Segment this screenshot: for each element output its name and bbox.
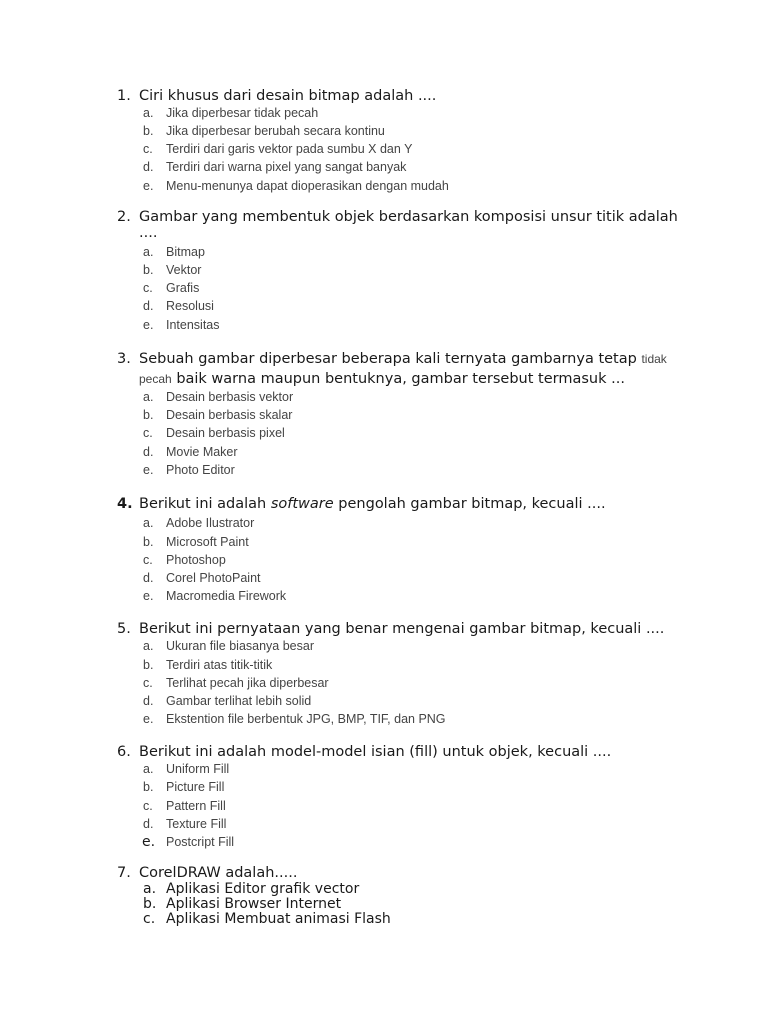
option-text: Aplikasi Browser Internet <box>166 896 342 912</box>
option-text: Desain berbasis skalar <box>166 408 293 422</box>
question-text-after: pengolah gambar bitmap, kecuali .... <box>333 496 606 512</box>
option-text: Vektor <box>166 263 202 277</box>
option-text: Desain berbasis vektor <box>166 390 294 404</box>
question-number: 6. <box>117 744 131 760</box>
option-letter: e. <box>143 589 154 603</box>
question-number: 1. <box>117 88 131 104</box>
option-letter: a. <box>143 881 157 897</box>
option-letter: a. <box>143 106 154 120</box>
option-text: Aplikasi Membuat animasi Flash <box>166 911 391 927</box>
option-text: Jika diperbesar tidak pecah <box>166 106 319 120</box>
question-text: Ciri khusus dari desain bitmap adalah .... <box>139 88 437 104</box>
option-text: Terlihat pecah jika diperbesar <box>166 676 329 690</box>
option-text: Terdiri dari warna pixel yang sangat banyak <box>166 160 407 174</box>
option-letter: d. <box>143 445 154 459</box>
option-letter: d. <box>143 299 154 313</box>
question-text <box>139 495 606 513</box>
option-text: Aplikasi Editor grafik vector <box>166 881 360 897</box>
option-text: Postcript Fill <box>166 835 235 849</box>
question-text-small: pecah <box>139 372 172 386</box>
option-letter: b. <box>143 535 154 549</box>
option-letter: a. <box>143 516 154 530</box>
option-letter: e. <box>142 834 156 850</box>
option-text: Terdiri atas titik-titik <box>166 658 273 672</box>
option-letter: c. <box>143 676 153 690</box>
question-text: Berikut ini pernyataan yang benar mengenai gambar bitmap, kecuali .... <box>139 621 665 637</box>
question-text-main: baik warna maupun bentuknya, gambar tersebut termasuk ... <box>176 371 625 387</box>
option-text: Bitmap <box>166 245 205 259</box>
option-letter: c. <box>143 426 153 440</box>
option-text: Texture Fill <box>166 817 227 831</box>
option-letter: e. <box>143 179 154 193</box>
question-text-italic: software <box>270 496 334 512</box>
option-text: Ukuran file biasanya besar <box>166 639 314 653</box>
question-text-before: Berikut ini adalah <box>139 496 271 512</box>
option-text: Movie Maker <box>166 445 238 459</box>
option-letter: b. <box>143 780 154 794</box>
option-letter: c. <box>143 799 153 813</box>
option-text: Photoshop <box>166 553 226 567</box>
option-letter: a. <box>143 390 154 404</box>
question-text-main: Sebuah gambar diperbesar beberapa kali ternyata gambarnya tetap <box>139 351 637 367</box>
option-letter: c. <box>143 281 153 295</box>
option-letter: a. <box>143 762 154 776</box>
option-letter: b. <box>143 124 154 138</box>
question-number: 5. <box>117 621 131 637</box>
question-number: 7. <box>117 865 131 881</box>
option-letter: b. <box>143 263 154 277</box>
question-text-line-1: Gambar yang membentuk objek berdasarkan komposisi unsur titik adalah <box>139 209 678 225</box>
option-text: Macromedia Firework <box>166 589 287 603</box>
option-text: Corel PhotoPaint <box>166 571 261 585</box>
question-text-line-1 <box>139 350 667 368</box>
option-text: Gambar terlihat lebih solid <box>166 694 312 708</box>
option-text: Pattern Fill <box>166 799 226 813</box>
option-letter: e. <box>143 712 154 726</box>
option-text: Microsoft Paint <box>166 535 249 549</box>
option-letter: b. <box>143 408 154 422</box>
option-text: Resolusi <box>166 299 214 313</box>
option-letter: a. <box>143 245 154 259</box>
option-letter: d. <box>143 160 154 174</box>
option-text: Jika diperbesar berubah secara kontinu <box>166 124 385 138</box>
option-text: Uniform Fill <box>166 762 230 776</box>
option-letter: b. <box>143 658 154 672</box>
option-text: Intensitas <box>166 318 220 332</box>
option-letter: d. <box>143 571 154 585</box>
option-text: Photo Editor <box>166 463 235 477</box>
option-letter: d. <box>143 694 154 708</box>
option-letter: b. <box>143 896 157 912</box>
question-text-line-2 <box>139 370 625 388</box>
question-text: Berikut ini adalah model-model isian (fill) untuk objek, kecuali .... <box>139 744 612 760</box>
option-letter: e. <box>143 463 154 477</box>
option-text: Grafis <box>166 281 200 295</box>
option-letter: c. <box>143 911 156 927</box>
question-number: 3. <box>117 351 131 367</box>
option-letter: a. <box>143 639 154 653</box>
option-letter: e. <box>143 318 154 332</box>
option-text: Adobe Ilustrator <box>166 516 255 530</box>
option-letter: d. <box>143 817 154 831</box>
option-text: Menu-menunya dapat dioperasikan dengan mudah <box>166 179 449 193</box>
question-number: 2. <box>117 209 131 225</box>
option-letter: c. <box>143 142 153 156</box>
question-text-small: tidak <box>641 352 667 366</box>
question-text-line-2: .... <box>139 225 158 241</box>
option-text: Desain berbasis pixel <box>166 426 285 440</box>
question-number: 4. <box>117 496 133 512</box>
option-text: Ekstention file berbentuk JPG, BMP, TIF, dan PNG <box>166 712 446 726</box>
option-text: Terdiri dari garis vektor pada sumbu X dan Y <box>166 142 413 156</box>
option-letter: c. <box>143 553 153 567</box>
question-text: CorelDRAW adalah..... <box>139 865 298 881</box>
option-text: Picture Fill <box>166 780 225 794</box>
